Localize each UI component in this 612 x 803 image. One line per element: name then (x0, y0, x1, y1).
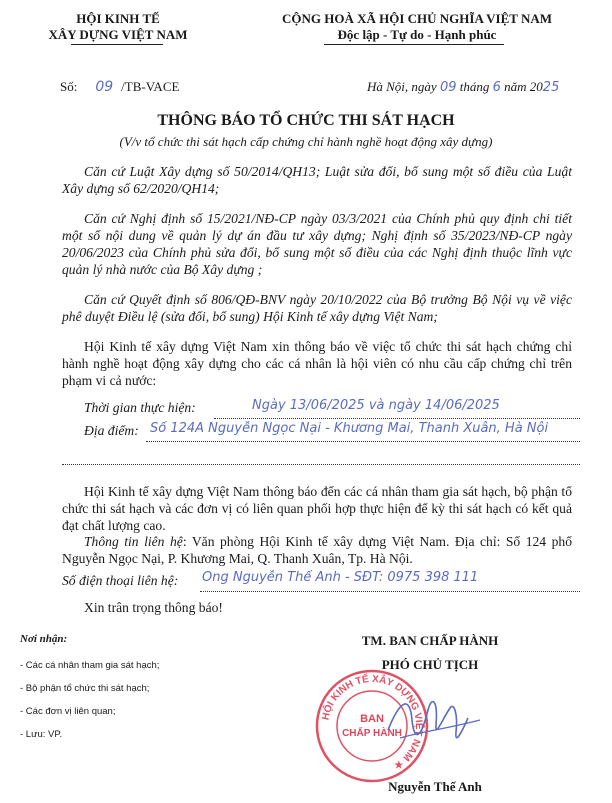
phone-label: Số điện thoại liên hệ: (62, 573, 179, 588)
phone-dotted-line (200, 591, 580, 592)
contact-info-label: Thông tin liên hệ (84, 534, 183, 549)
place-value: Số 124A Nguyễn Ngọc Nại - Khương Mai, Thanh Xuân, Hà Nội (150, 421, 549, 436)
date-day: 09 (439, 80, 457, 95)
place-label: Địa điểm: (84, 423, 139, 438)
handwritten-signature (380, 680, 490, 760)
document-title: THÔNG BÁO TỔ CHỨC THI SÁT HẠCH (157, 112, 455, 129)
legal-basis-2: Căn cứ Nghị định số 15/2021/NĐ-CP ngày 03/3/2021 của Chính phủ quy định chi tiết một số nội dung về quản lý dự án đầu tư xây dựng; Nghị định số 35/2023/NĐ-CP ngày 20/06/2023 của Chính phủ sửa đổi, bổ sung một số điều của các Nghị định thuộc lĩnh vực quản lý nhà nước của Bộ Xây dựng ; (62, 211, 572, 277)
contact-info (62, 533, 572, 567)
svg-text:BAN: BAN (360, 713, 384, 725)
date-month: 6 (492, 80, 501, 95)
doc-number-value: 09 (95, 79, 114, 95)
recipients-heading-text: Nơi nhận (20, 633, 64, 645)
time-dotted-line (214, 418, 580, 419)
time-value: Ngày 13/06/2025 và ngày 14/06/2025 (252, 398, 500, 413)
recipient-item: - Các cá nhân tham gia sát hạch; (20, 660, 160, 671)
document-date (367, 79, 559, 95)
org-name-line1: HỘI KINH TẾ (76, 11, 160, 26)
svg-text:HỘI KINH TẾ XÂY DỰNG VIỆT NAM: HỘI KINH TẾ XÂY DỰNG VIỆT NAM ★ (320, 673, 425, 772)
signer-name: Nguyễn Thế Anh (388, 779, 482, 794)
signature-title: TM. BAN CHẤP HÀNH (361, 633, 499, 648)
doc-number-suffix: /TB-VACE (121, 79, 180, 94)
legal-basis-1: Căn cứ Luật Xây dựng số 50/2014/QH13; Luật sửa đổi, bổ sung một số điều của Luật Xây dựng số 62/2020/QH14; (62, 164, 572, 196)
motto-underline (324, 44, 504, 45)
closing-line: Xin trân trọng thông báo! (84, 600, 223, 615)
date-year-label: năm 20 (504, 79, 543, 94)
intro-paragraph: Hội Kinh tế xây dựng Việt Nam xin thông báo về việc tổ chức thi sát hạch chứng chỉ hành nghề hoạt động xây dựng cho các cá nhân là hội viên có nhu cầu cấp chứng chỉ trên phạm vi cả nước: (62, 339, 572, 388)
blank-dotted-line (62, 464, 580, 465)
time-label: Thời gian thực hiện: (84, 400, 196, 415)
signature-position: PHÓ CHỦ TỊCH (381, 657, 479, 672)
recipient-item: - Các đơn vị liên quan; (20, 706, 116, 717)
contact-info-text: : Văn phòng Hội Kinh tế xây dựng Việt Nam. Địa chỉ: Số 124 phố Nguyễn Ngọc Nại, P. Khương Mai, Q. Thanh Xuân, Tp. Hà Nội. (62, 534, 572, 566)
nation-name: CỘNG HOÀ XÃ HỘI CHỦ NGHĨA VIỆT NAM (281, 11, 553, 26)
legal-basis-3: Căn cứ Quyết định số 806/QĐ-BNV ngày 20/10/2022 của Bộ trưởng Bộ Nội vụ về việc phê duyệt Điều lệ (sửa đổi, bổ sung) Hội Kinh tế xây dựng Việt Nam; (62, 292, 572, 324)
date-year: 25 (542, 80, 560, 95)
motto: Độc lập - Tự do - Hạnh phúc (337, 27, 497, 42)
organization-name (18, 11, 218, 43)
place-dotted-line (146, 441, 580, 442)
recipient-item: - Lưu: VP. (20, 729, 63, 740)
org-underline (71, 44, 163, 45)
svg-text:CHẤP HÀNH: CHẤP HÀNH (342, 728, 402, 739)
document-number (60, 79, 179, 95)
national-motto (252, 11, 582, 43)
recipients-heading: Nơi nhận: (20, 633, 68, 645)
recipient-item: - Bộ phận tổ chức thi sát hạch; (20, 683, 150, 694)
document-subtitle: (V/v tổ chức thi sát hạch cấp chứng chỉ hành nghề hoạt động xây dựng) (119, 134, 493, 149)
date-month-label: tháng (459, 79, 490, 94)
date-prefix: Hà Nội, ngày (367, 79, 437, 94)
phone-value: Ông Nguyễn Thế Anh - SĐT: 0975 398 111 (202, 570, 479, 585)
doc-number-label: Số: (60, 79, 78, 94)
notice-paragraph: Hội Kinh tế xây dựng Việt Nam thông báo đến các cá nhân tham gia sát hạch, bộ phận tổ chức thi sát hạch và các đơn vị có liên quan phối hợp thực hiện để kỳ thi sát hạch có kết quả đạt chất lượng cao. (62, 484, 572, 533)
org-name-line2: XÂY DỰNG VIỆT NAM (48, 27, 188, 42)
